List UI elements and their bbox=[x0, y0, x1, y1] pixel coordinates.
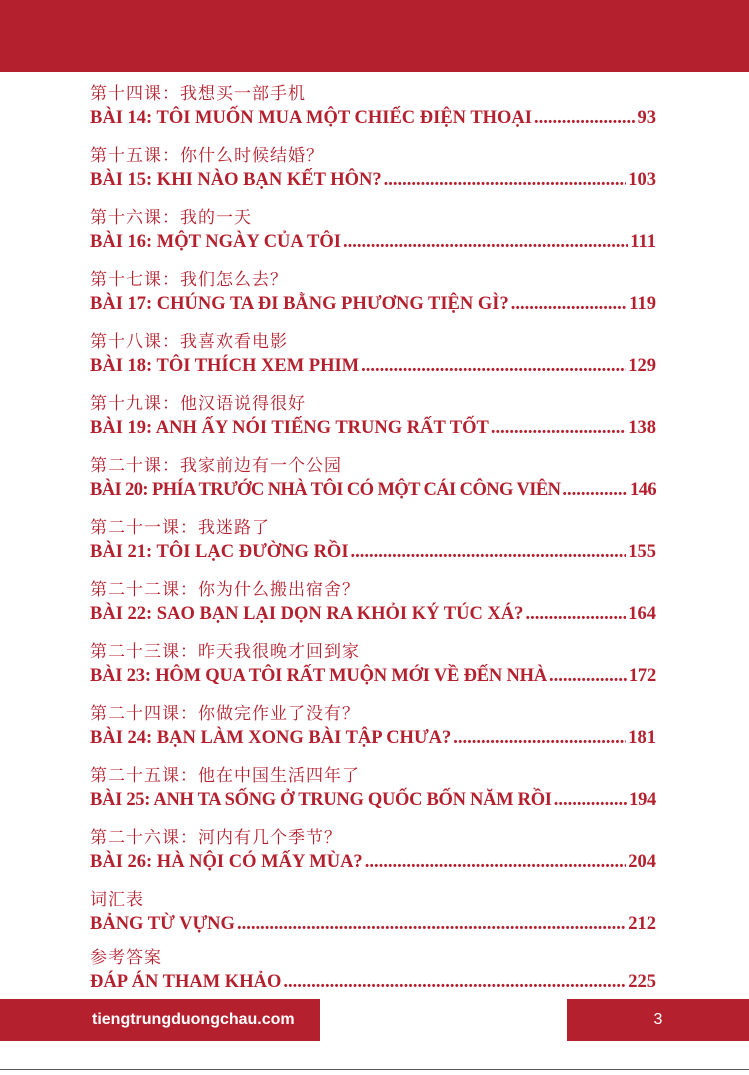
toc-entry[interactable] bbox=[90, 82, 656, 144]
toc-entry-page-number: 181 bbox=[628, 728, 656, 748]
toc-entry-chinese-title: 第二十二课：你为什么搬出宿舍？ bbox=[90, 580, 360, 600]
toc-entry-vietnamese-title: BÀI 26: HÀ NỘI CÓ MẤY MÙA? bbox=[90, 852, 363, 872]
dot-leader bbox=[237, 912, 626, 936]
dot-leader bbox=[453, 726, 626, 750]
toc-entry-chinese-title: 参考答案 bbox=[90, 948, 162, 968]
toc-entry[interactable] bbox=[90, 888, 656, 946]
toc-entry-page-number: 204 bbox=[628, 852, 656, 872]
toc-entry-chinese-title: 第二十三课：昨天我很晚才回到家 bbox=[90, 642, 360, 662]
toc-entry-vietnamese-title: BÀI 17: CHÚNG TA ĐI BẰNG PHƯƠNG TIỆN GÌ? bbox=[90, 294, 509, 314]
toc-entry[interactable] bbox=[90, 144, 656, 206]
dot-leader bbox=[283, 970, 626, 994]
toc-entry-vietnamese-title: BẢNG TỪ VỰNG bbox=[90, 914, 235, 934]
toc-entry-vietnamese-line bbox=[90, 292, 656, 316]
dot-leader bbox=[554, 788, 627, 812]
dot-leader bbox=[343, 230, 628, 254]
toc-entry-vietnamese-title: BÀI 20: PHÍA TRƯỚC NHÀ TÔI CÓ MỘT CÁI CÔNG VIÊN bbox=[90, 480, 561, 500]
toc-entry-page-number: 172 bbox=[628, 666, 656, 686]
dot-leader bbox=[534, 106, 636, 130]
toc-entry-vietnamese-line bbox=[90, 478, 656, 502]
toc-entry[interactable] bbox=[90, 268, 656, 330]
toc-entry-page-number: 111 bbox=[630, 232, 656, 252]
toc-entry-vietnamese-line bbox=[90, 970, 656, 994]
toc-entry[interactable] bbox=[90, 392, 656, 454]
toc-entry-vietnamese-line bbox=[90, 664, 656, 688]
toc-entry[interactable] bbox=[90, 640, 656, 702]
toc-entry-chinese-title: 词汇表 bbox=[90, 890, 144, 910]
toc-entry-page-number: 103 bbox=[628, 170, 656, 190]
bottom-divider bbox=[0, 1069, 749, 1070]
toc-entry-chinese-title: 第十四课：我想买一部手机 bbox=[90, 84, 306, 104]
toc-entry-chinese-title: 第十五课：你什么时候结婚？ bbox=[90, 146, 324, 166]
table-of-contents bbox=[90, 82, 656, 1004]
dot-leader bbox=[361, 354, 626, 378]
dot-leader bbox=[384, 168, 627, 192]
toc-entry-chinese-title: 第二十四课：你做完作业了没有？ bbox=[90, 704, 360, 724]
toc-entry-chinese-title: 第十六课：我的一天 bbox=[90, 208, 252, 228]
toc-entry[interactable] bbox=[90, 826, 656, 888]
toc-entry[interactable] bbox=[90, 946, 656, 1004]
toc-entry-page-number: 194 bbox=[629, 790, 656, 810]
toc-entry[interactable] bbox=[90, 516, 656, 578]
toc-entry[interactable] bbox=[90, 578, 656, 640]
toc-entry[interactable] bbox=[90, 454, 656, 516]
toc-entry-vietnamese-line bbox=[90, 540, 656, 564]
header-band bbox=[0, 0, 749, 72]
toc-entry[interactable] bbox=[90, 702, 656, 764]
toc-entry-vietnamese-line bbox=[90, 850, 656, 874]
toc-entry-vietnamese-line bbox=[90, 416, 656, 440]
toc-entry-page-number: 212 bbox=[628, 914, 656, 934]
toc-entry-vietnamese-title: BÀI 19: ANH ẤY NÓI TIẾNG TRUNG RẤT TỐT bbox=[90, 418, 489, 438]
toc-entry-vietnamese-title: BÀI 22: SAO BẠN LẠI DỌN RA KHỎI KÝ TÚC XÁ? bbox=[90, 604, 524, 624]
toc-entry-chinese-title: 第二十一课：我迷路了 bbox=[90, 518, 270, 538]
toc-entry-vietnamese-line bbox=[90, 788, 656, 812]
toc-entry-page-number: 225 bbox=[628, 972, 656, 992]
toc-entry-page-number: 146 bbox=[630, 480, 656, 500]
toc-entry-page-number: 138 bbox=[628, 418, 656, 438]
toc-entry-vietnamese-title: BÀI 15: KHI NÀO BẠN KẾT HÔN? bbox=[90, 170, 382, 190]
dot-leader bbox=[525, 602, 626, 626]
toc-entry-vietnamese-title: BÀI 25: ANH TA SỐNG Ở TRUNG QUỐC BỐN NĂM RỒI bbox=[90, 790, 552, 810]
toc-entry-vietnamese-title: ĐÁP ÁN THAM KHẢO bbox=[90, 972, 282, 992]
dot-leader bbox=[365, 850, 627, 874]
toc-entry-vietnamese-line bbox=[90, 912, 656, 936]
toc-entry-vietnamese-line bbox=[90, 106, 656, 130]
toc-entry-vietnamese-line bbox=[90, 602, 656, 626]
toc-entry-chinese-title: 第二十六课：河内有几个季节？ bbox=[90, 828, 342, 848]
toc-entry-chinese-title: 第二十五课：他在中国生活四年了 bbox=[90, 766, 360, 786]
toc-entry-vietnamese-title: BÀI 23: HÔM QUA TÔI RẤT MUỘN MỚI VỀ ĐẾN NHÀ bbox=[90, 666, 548, 686]
toc-entry-vietnamese-title: BÀI 14: TÔI MUỐN MUA MỘT CHIẾC ĐIỆN THOẠI bbox=[90, 108, 532, 128]
dot-leader bbox=[351, 540, 627, 564]
toc-entry-chinese-title: 第十八课：我喜欢看电影 bbox=[90, 332, 288, 352]
toc-entry[interactable] bbox=[90, 764, 656, 826]
toc-entry[interactable] bbox=[90, 206, 656, 268]
toc-entry-vietnamese-line bbox=[90, 354, 656, 378]
toc-entry-page-number: 129 bbox=[628, 356, 656, 376]
toc-entry-page-number: 93 bbox=[637, 108, 656, 128]
toc-entry-chinese-title: 第十七课：我们怎么去？ bbox=[90, 270, 288, 290]
dot-leader bbox=[549, 664, 627, 688]
toc-entry-page-number: 155 bbox=[628, 542, 656, 562]
toc-entry-vietnamese-title: BÀI 16: MỘT NGÀY CỦA TÔI bbox=[90, 232, 341, 252]
toc-entry-page-number: 119 bbox=[629, 294, 656, 314]
toc-entry-chinese-title: 第十九课：他汉语说得很好 bbox=[90, 394, 306, 414]
footer-page-number: 3 bbox=[567, 999, 749, 1041]
toc-entry-vietnamese-line bbox=[90, 726, 656, 750]
toc-entry[interactable] bbox=[90, 330, 656, 392]
dot-leader bbox=[562, 478, 628, 502]
toc-entry-vietnamese-title: BÀI 24: BẠN LÀM XONG BÀI TẬP CHƯA? bbox=[90, 728, 452, 748]
dot-leader bbox=[491, 416, 626, 440]
toc-entry-vietnamese-title: BÀI 18: TÔI THÍCH XEM PHIM bbox=[90, 356, 360, 376]
toc-entry-chinese-title: 第二十课：我家前边有一个公园 bbox=[90, 456, 342, 476]
footer-website[interactable]: tiengtrungduongchau.com bbox=[0, 999, 320, 1041]
toc-entry-vietnamese-title: BÀI 21: TÔI LẠC ĐƯỜNG RỒI bbox=[90, 542, 349, 562]
toc-entry-vietnamese-line bbox=[90, 168, 656, 192]
toc-entry-vietnamese-line bbox=[90, 230, 656, 254]
dot-leader bbox=[511, 292, 628, 316]
toc-entry-page-number: 164 bbox=[628, 604, 656, 624]
